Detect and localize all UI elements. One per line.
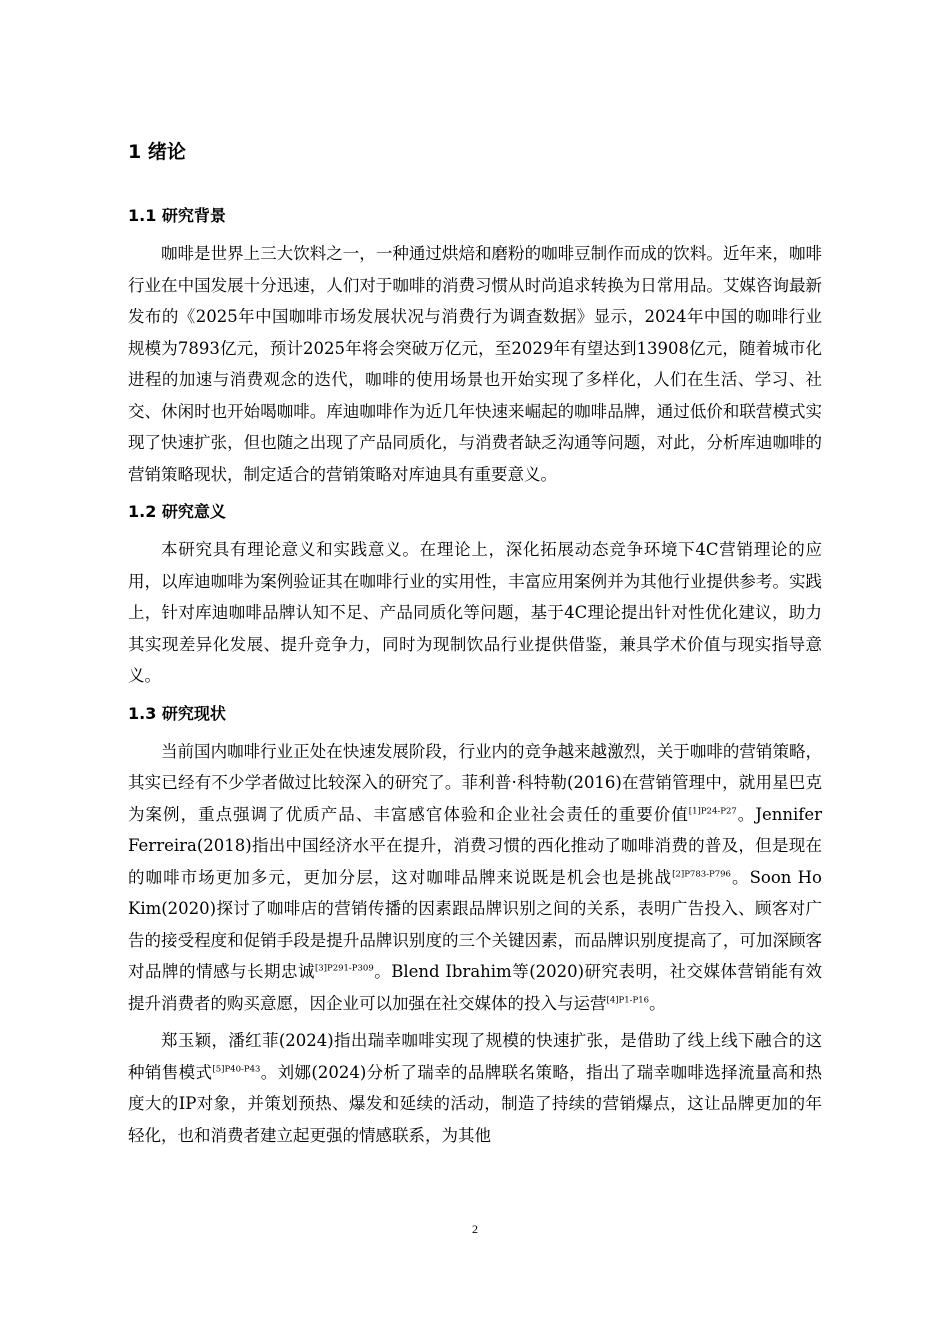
chapter-heading: 1 绪论 (128, 141, 186, 163)
section-research-background (128, 200, 822, 490)
section-title: 1.1 研究背景 (128, 206, 226, 225)
paragraph-text: 。Jennifer Ferreira(2018)指出中国经济水平在提升，消费习惯的西化推动了咖啡消费的普及，但是现在的咖啡市场更加多元，更加分层，这对咖啡品牌来说既是机会也是挑战 (128, 804, 822, 887)
citation-ref: [4]P1-P16 (606, 995, 650, 1005)
section-research-significance (128, 496, 822, 692)
body-paragraph: 本研究具有理论意义和实践意义。在理论上，深化拓展动态竞争环境下4C营销理论的应用，以库迪咖啡为案例验证其在咖啡行业的实用性，丰富应用案例并为其他行业提供参考。实践上，针对库迪咖啡品牌认知不足、产品同质化等问题，基于4C理论提出针对性优化建议，助力其实现差异化发展、提升竞争力，同时为现制饮品行业提供借鉴，兼具学术价值与现实指导意义。 (128, 540, 822, 685)
paragraph-text: 当前国内咖啡行业正处在快速发展阶段，行业内的竞争越来越激烈，关于咖啡的营销策略，其实已经有不少学者做过比较深入的研究了。菲利普·科特勒(2016)在营销管理中，就用星巴克为案例，重点强调了优质产品、丰富感官体验和企业社会责任的重要价值 (128, 741, 822, 824)
section-research-status (128, 698, 822, 1152)
citation-ref: [2]P783-P796 (672, 869, 731, 879)
citation-ref: [3]P291-P309 (314, 963, 374, 974)
section-title: 1.3 研究现状 (128, 703, 226, 723)
paragraph-text: 。Blend Ibrahim等(2020)研究表明，社交媒体营销能有效提升消费者的购买意愿，因企业可以加强在社交媒体的投入与运营 (128, 962, 822, 1013)
section-title: 1.2 研究意义 (128, 502, 226, 521)
body-paragraph: 咖啡是世界上三大饮料之一，一种通过烘焙和磨粉的咖啡豆制作而成的饮料。近年来，咖啡行业在中国发展十分迅速，人们对于咖啡的消费习惯从时尚追求转换为日常用品。艾媒咨询最新发布的《2025年中国咖啡市场发展状况与消费行为调查数据》显示，2024年中国的咖啡行业规模为7893亿元，预计2025年将会突破万亿元，至2029年有望达到13908亿元，随着城市化进程的加速与消费观念的迭代，咖啡的使用场景也开始实现了多样化，人们在生活、学习、社交、休闲时也开始喝咖啡。库迪咖啡作为近几年快速来崛起的咖啡品牌，通过低价和联营模式实现了快速扩张，但也随之出现了产品同质化，与消费者缺乏沟通等问题，对此，分析库迪咖啡的营销策略现状，制定适合的营销策略对库迪具有重要意义。 (128, 244, 822, 484)
paragraph-text: 。 (649, 993, 666, 1013)
page-content (128, 132, 822, 1157)
body-paragraph (128, 1025, 822, 1151)
paragraph-text: 。刘娜(2024)分析了瑞幸的品牌联名策略，指出了瑞幸咖啡选择流量高和热度大的IP对象，并策划预热、爆发和延续的活动，制造了持续的营销爆点，这让品牌更加的年轻化，也和消费者建立起更强的情感联系，为其他 (128, 1062, 823, 1145)
paragraph-text: 。Soon Ho Kim(2020)探讨了咖啡店的营销传播的因素跟品牌识别之间的关系，表明广告投入、顾客对广告的接受程度和促销手段是提升品牌识别度的三个关键因素，而品牌识别度提高了，可加深顾客对品牌的情感与长期忠诚 (128, 867, 822, 981)
paragraph-text: 郑玉颖，潘红菲(2024)指出瑞幸咖啡实现了规模的快速扩张，是借助了线上线下融合的这种销售模式 (128, 1031, 822, 1082)
body-paragraph (128, 736, 822, 1020)
page-number: 2 (472, 1222, 478, 1236)
citation-ref: [5]P40-P43 (212, 1064, 261, 1074)
citation-ref: [1]P24-P27 (688, 806, 737, 816)
